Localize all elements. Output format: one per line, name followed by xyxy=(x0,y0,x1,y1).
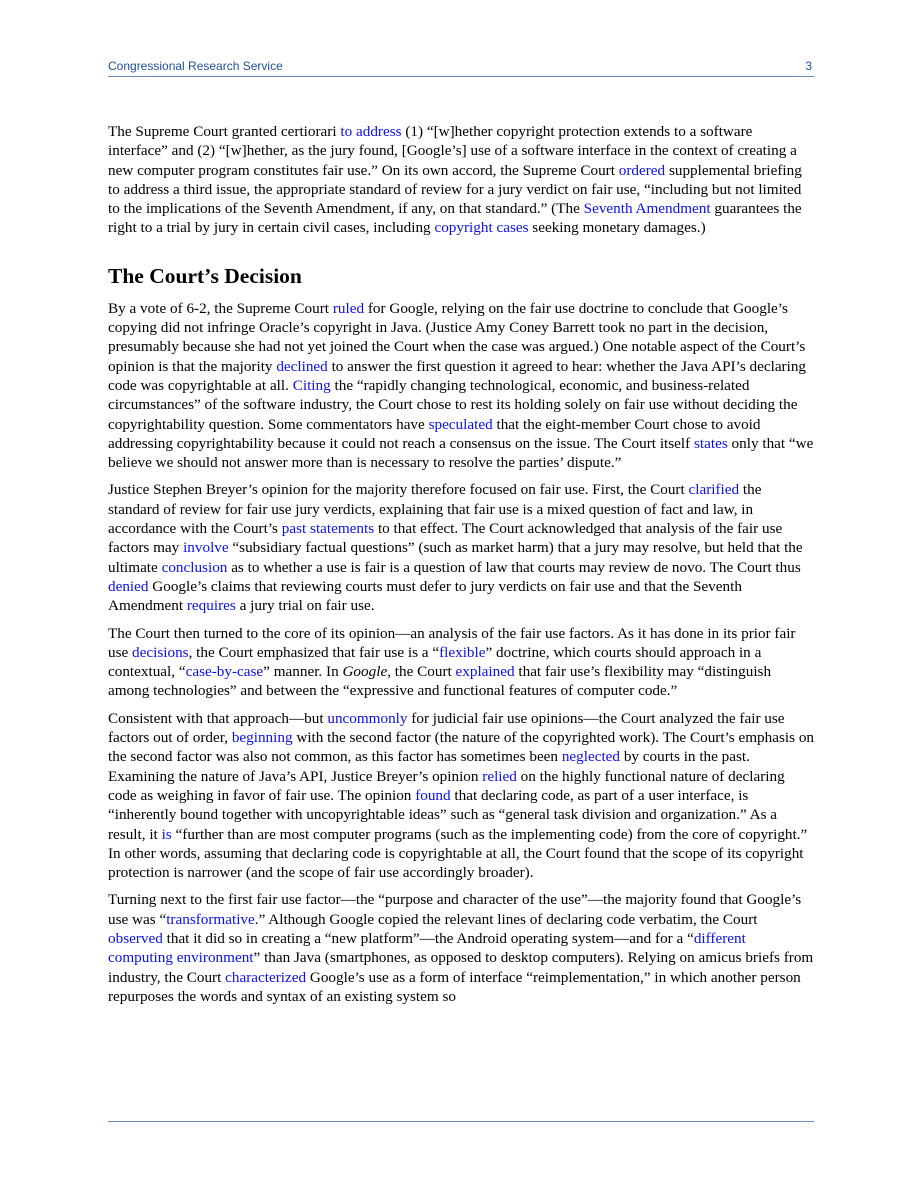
hyperlink[interactable]: denied xyxy=(108,577,149,595)
italic-text: Google xyxy=(342,663,388,681)
hyperlink[interactable]: conclusion xyxy=(161,558,228,576)
hyperlink[interactable]: observed xyxy=(108,929,163,947)
text-run: supplemental briefing to address a third issue, the appropriate standard of review for a jury verdict on fair use, “including but not limited to the implications of the Seventh Amendment, if any, on that standard.” (The xyxy=(108,161,802,218)
text-run: that fair use’s flexibility may “distinguish among technologies” and between the “expressive and functional features of computer code.” xyxy=(108,663,772,700)
text-run: , the Court xyxy=(387,663,456,681)
text-run: “subsidiary factual questions” (such as market harm) that a jury may resolve, but held that the ultimate xyxy=(108,539,803,576)
hyperlink[interactable]: states xyxy=(694,434,728,452)
paragraph-vote xyxy=(108,299,814,473)
text-run: only that “we believe we should not answer more than is necessary to resolve the parties’ dispute.” xyxy=(108,434,814,472)
text-run: Justice Stephen Breyer’s opinion for the majority therefore focused on fair use. First, the Court xyxy=(108,481,689,499)
hyperlink[interactable]: is xyxy=(161,825,172,843)
text-run: By a vote of 6-2, the Supreme Court xyxy=(108,299,333,317)
section-heading: The Court’s Decision xyxy=(108,263,302,288)
hyperlink[interactable]: ruled xyxy=(332,299,365,317)
text-run: guarantees the right to a trial by jury in certain civil cases, including xyxy=(108,200,802,237)
page-number: 3 xyxy=(805,59,812,73)
text-run: as to whether a use is fair is a question of law that courts may review de novo. The Court thus xyxy=(227,558,801,576)
text-run: ” than Java (smartphones, as opposed to desktop computers). Relying on amicus briefs from industry, the Court xyxy=(108,949,814,986)
hyperlink[interactable]: beginning xyxy=(231,729,293,747)
text-run: the standard of review for fair use jury verdicts, explaining that fair use is a mixed question of fact and law, in accordance with the Court’s xyxy=(108,481,762,538)
text-run: for Google, relying on the fair use doctrine to conclude that Google’s copying did not infringe Oracle’s copyright in Java. (Justice Amy Coney Barrett took no part in the decision, presumably because she had not yet joined the Court when the case was argued.) One notable aspect of the Court’s opinion is that the majority xyxy=(108,299,806,375)
text-run: that it did so in creating a “new platform”—the Android operating system—and for a “ xyxy=(162,929,694,947)
text-run: to that effect. The Court acknowledged that analysis of the fair use factors may xyxy=(108,520,783,557)
text-run: ” manner. In xyxy=(263,663,343,681)
hyperlink[interactable]: Citing xyxy=(292,376,331,394)
text-run: by courts in the past. Examining the nature of Java’s API, Justice Breyer’s opinion xyxy=(108,748,750,785)
hyperlink[interactable]: clarified xyxy=(688,481,740,499)
hyperlink[interactable]: declined xyxy=(276,357,328,375)
paragraph-certiorari xyxy=(108,122,814,238)
page-header xyxy=(108,58,814,77)
paragraph-first-factor xyxy=(108,890,814,1006)
header-org-name: Congressional Research Service xyxy=(108,59,283,73)
hyperlink[interactable]: different computing environment xyxy=(108,929,746,967)
hyperlink[interactable]: copyright cases xyxy=(434,219,529,237)
text-run: a jury trial on fair use. xyxy=(235,597,375,615)
text-run: for judicial fair use opinions—the Court analyzed the fair use factors out of order, xyxy=(108,709,785,747)
footer-divider xyxy=(108,1121,814,1122)
hyperlink[interactable]: flexible xyxy=(439,643,486,661)
text-run: Google’s use as a form of interface “reimplementation,” in which another person repurposes the words and syntax of an existing system so xyxy=(108,968,801,1005)
paragraph-second-factor xyxy=(108,709,814,883)
paragraph-standard-of-review xyxy=(108,480,814,615)
text-run: Google’s claims that reviewing courts must defer to jury verdicts on fair use and that the Seventh Amendment xyxy=(108,577,742,615)
hyperlink[interactable]: found xyxy=(415,786,451,804)
text-run: Consistent with that approach—but xyxy=(108,709,328,727)
text-run: with the second factor (the nature of the copyrighted work). The Court’s emphasis on the second factor was also not common, as this factor has sometimes been xyxy=(108,729,815,766)
text-run: Turning next to the first fair use factor—the “purpose and character of the use”—the majority found that Google’s use was “ xyxy=(108,891,802,928)
hyperlink[interactable]: speculated xyxy=(428,415,493,433)
text-run: on the highly functional nature of declaring code as weighing in favor of fair use. The opinion xyxy=(108,767,785,804)
hyperlink[interactable]: neglected xyxy=(561,748,621,766)
text-run: to answer the first question it agreed to hear: whether the Java API’s declaring code was copyrightable at all. xyxy=(108,357,807,394)
text-run: , the Court emphasized that fair use is a “ xyxy=(188,643,440,661)
text-run: (1) “[w]hether copyright protection extends to a software interface” and (2) “[w]hether, as the jury found, [Google’s] use of a software interface in the context of creating a new computer program constitutes fair use.” On its own accord, the Supreme Court xyxy=(108,123,797,179)
hyperlink[interactable]: relied xyxy=(482,767,517,785)
text-run: The Court then turned to the core of its opinion—an analysis of the fair use factors. As it has done in its prior fair use xyxy=(108,624,796,661)
hyperlink[interactable]: ordered xyxy=(618,161,666,179)
text-run: “further than are most computer programs (such as the implementing code) from the core of copyright.” In other words, assuming that declaring code is copyrightable at all, the Court found that the scope of its copyright protection is narrower (and the scope of fair use accordingly broader). xyxy=(108,825,808,882)
text-run: The Supreme Court granted certiorari xyxy=(108,123,341,140)
hyperlink[interactable]: transformative xyxy=(166,910,255,928)
hyperlink[interactable]: past statements xyxy=(281,520,375,538)
hyperlink[interactable]: characterized xyxy=(225,968,307,986)
text-run: the “rapidly changing technological, economic, and business-related circumstances” of the software industry, the Court chose to rest its holding solely on fair use without deciding the copyrightability question. Some commentators have xyxy=(108,376,798,433)
hyperlink[interactable]: to address xyxy=(340,123,402,140)
paragraph-fair-use-factors xyxy=(108,624,814,701)
hyperlink[interactable]: case-by-case xyxy=(185,663,264,681)
hyperlink[interactable]: involve xyxy=(183,539,229,557)
text-run: .” Although Google copied the relevant lines of declaring code verbatim, the Court xyxy=(254,910,758,928)
hyperlink[interactable]: requires xyxy=(186,597,236,615)
document-body xyxy=(108,122,814,1014)
hyperlink[interactable]: Seventh Amendment xyxy=(583,200,711,218)
text-run: that declaring code, as part of a user interface, is “inherently bound together with uncopyrightable ideas” such as “general task division and organization.” As a result, it xyxy=(108,786,778,843)
hyperlink[interactable]: decisions xyxy=(132,643,189,661)
hyperlink[interactable]: uncommonly xyxy=(327,709,408,727)
hyperlink[interactable]: explained xyxy=(455,663,515,681)
text-run: seeking monetary damages.) xyxy=(528,219,706,237)
text-run: ” doctrine, which courts should approach in a contextual, “ xyxy=(108,643,762,681)
text-run: that the eight-member Court chose to avoid addressing copyrightability because it could not reach a consensus on the issue. The Court itself xyxy=(108,415,761,452)
